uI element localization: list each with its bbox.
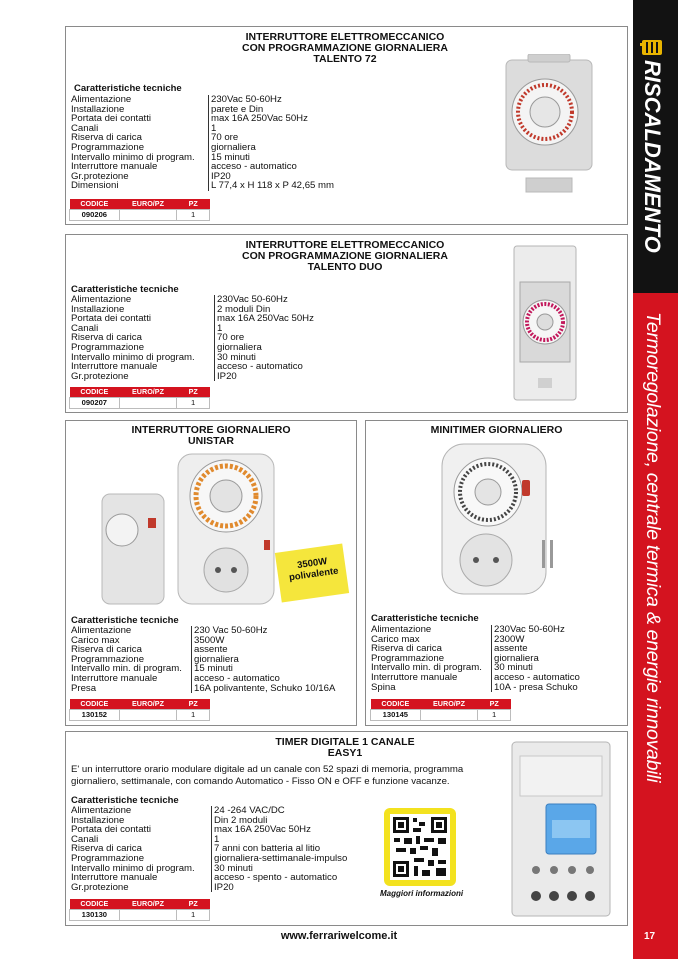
sidebar-category-label: RISCALDAMENTO [640, 60, 665, 253]
spec-row: Interruttore manuale acceso - automatico [71, 672, 280, 684]
code-table-header: CODICE EURO/PZ PZ [70, 199, 210, 209]
code-table-header: CODICE EURO/PZ PZ [371, 699, 511, 709]
code-table [69, 199, 210, 221]
pz-cell: 1 [177, 909, 210, 920]
specs-heading: Caratteristiche tecniche [371, 613, 479, 624]
spec-row: Dimensioni L 77,4 x H 118 x P 42,65 mm [71, 180, 335, 192]
code-table [69, 899, 210, 921]
product-code: 090207 [70, 397, 120, 408]
code-table [69, 699, 210, 721]
product-code: 130152 [70, 709, 120, 720]
minitimer-image [430, 440, 560, 600]
spec-row: Portata dei contatti max 16A 250Vac 50Hz [71, 113, 308, 125]
spec-row: Alimentazione 230Vac 50-60Hz [71, 294, 288, 305]
product-title: MINITIMER GIORNALIERO [430, 424, 563, 436]
spec-row: Gr.protezione IP20 [71, 170, 231, 182]
pz-cell: 1 [177, 209, 210, 220]
product-code: 090206 [70, 209, 120, 220]
spec-row: Canali 1 [71, 122, 217, 134]
spec-row: Spina 10A - presa Schuko [371, 681, 578, 693]
wattage-badge-label: 3500W polivalente [288, 556, 340, 584]
spec-row: Intervallo minimo di program. 30 minuti [71, 351, 256, 363]
code-table-header: CODICE EURO/PZ PZ [70, 387, 210, 397]
spec-row: Intervallo min. di program. 30 minuti [371, 662, 533, 674]
price-cell [119, 397, 177, 408]
code-table [69, 387, 210, 409]
code-table-header: CODICE EURO/PZ PZ [70, 699, 210, 709]
talento-72-timer-image [498, 54, 600, 194]
spec-row: Programmazione giornaliera [71, 341, 262, 353]
spec-row: Alimentazione 230Vac 50-60Hz [371, 624, 565, 635]
specs-list [71, 295, 314, 381]
spec-row: Interruttore manuale acceso - automatico [371, 671, 580, 683]
specs-list [71, 806, 347, 892]
product-title: INTERRUTTORE ELETTROMECCANICO CON PROGRAMMAZIONE GIORNALIERA TALENTO 72 [242, 31, 448, 65]
table-row [70, 909, 210, 920]
spec-row: Canali 1 [71, 833, 220, 845]
table-row [70, 397, 210, 408]
specs-list [371, 625, 580, 692]
product-description: E' un interruttore orario modulare digitale ad un canale con 52 spazi di memoria, programma giornaliero, settimanale, con comando Automatico - Fisso ON e OFF e funzione vacanze. [71, 764, 464, 787]
spec-row: Programmazione giornaliera [71, 653, 239, 665]
spec-row: Riserva di carica 7 anni con batteria al litio [71, 843, 321, 855]
spec-row: Intervallo minimo di program. 30 minuti [71, 862, 253, 874]
specs-heading: Caratteristiche tecniche [71, 795, 179, 806]
spec-row: Interruttore manuale acceso - automatico [71, 361, 303, 373]
qr-caption: Maggiori informazioni [380, 889, 464, 898]
code-table [370, 699, 511, 721]
specs-heading: Caratteristiche tecniche [71, 615, 179, 626]
product-code: 130145 [371, 709, 421, 720]
spec-row: Riserva di carica assente [371, 643, 528, 655]
product-code: 130130 [70, 909, 120, 920]
product-title: TIMER DIGITALE 1 CANALE EASY1 [275, 736, 415, 759]
easy1-timer-image [506, 740, 616, 918]
table-row [371, 709, 511, 720]
specs-heading: Caratteristiche tecniche [74, 83, 182, 94]
price-cell [119, 209, 177, 220]
price-cell [119, 909, 177, 920]
spec-row: Programmazione giornaliera-settimanale-impulso [71, 852, 348, 864]
qr-code-icon[interactable] [384, 808, 456, 886]
spec-row: Installazione 2 moduli Din [71, 303, 271, 315]
spec-row: Portata dei contatti max 16A 250Vac 50Hz [71, 824, 311, 836]
footer-website-link[interactable]: www.ferrariwelcome.it [280, 930, 398, 942]
price-cell [420, 709, 478, 720]
sidebar-subtitle-label: Termoregolazione, centrale termica & energie rinnovabili [642, 312, 664, 783]
spec-row: Gr.protezione IP20 [71, 370, 237, 382]
specs-list [71, 95, 334, 191]
spec-row: Intervallo minimo di program. 15 minuti [71, 151, 250, 163]
spec-row: Carico max 3500W [71, 634, 225, 646]
spec-row: Canali 1 [71, 322, 223, 334]
spec-row: Intervallo min. di program. 15 minuti [71, 663, 233, 675]
price-cell [119, 709, 177, 720]
talento-duo-timer-image [510, 244, 580, 404]
spec-row: Riserva di carica assente [71, 644, 228, 656]
spec-row: Alimentazione 24 -264 VAC/DC [71, 805, 285, 816]
specs-heading: Caratteristiche tecniche [71, 284, 179, 295]
pz-cell: 1 [177, 709, 210, 720]
spec-row: Interruttore manuale acceso - automatico [71, 161, 297, 173]
table-row [70, 709, 210, 720]
spec-row: Alimentazione 230Vac 50-60Hz [71, 94, 282, 105]
spec-row: Carico max 2300W [371, 633, 525, 645]
code-table-header: CODICE EURO/PZ PZ [70, 899, 210, 909]
spec-row: Presa 16A polivantente, Schuko 10/16A [71, 682, 336, 694]
specs-list [71, 626, 335, 693]
pz-cell: 1 [177, 397, 210, 408]
spec-row: Interruttore manuale acceso - spento - automatico [71, 872, 338, 884]
spec-row: Riserva di carica 70 ore [71, 132, 239, 144]
spec-row: Portata dei contatti max 16A 250Vac 50Hz [71, 313, 314, 325]
product-title: INTERRUTTORE GIORNALIERO UNISTAR [131, 424, 291, 447]
spec-row: Programmazione giornaliera [371, 652, 539, 664]
spec-row: Gr.protezione IP20 [71, 881, 234, 893]
radiator-icon [640, 36, 664, 58]
spec-row: Installazione Din 2 moduli [71, 814, 268, 826]
spec-row: Riserva di carica 70 ore [71, 332, 245, 344]
spec-row: Installazione parete e Din [71, 103, 264, 115]
spec-row: Programmazione giornaliera [71, 141, 256, 153]
table-row [70, 209, 210, 220]
product-title: INTERRUTTORE ELETTROMECCANICO CON PROGRAMMAZIONE GIORNALIERA TALENTO DUO [242, 239, 448, 273]
page-number: 17 [644, 931, 656, 942]
pz-cell: 1 [478, 709, 511, 720]
spec-row: Alimentazione 230 Vac 50-60Hz [71, 625, 268, 636]
